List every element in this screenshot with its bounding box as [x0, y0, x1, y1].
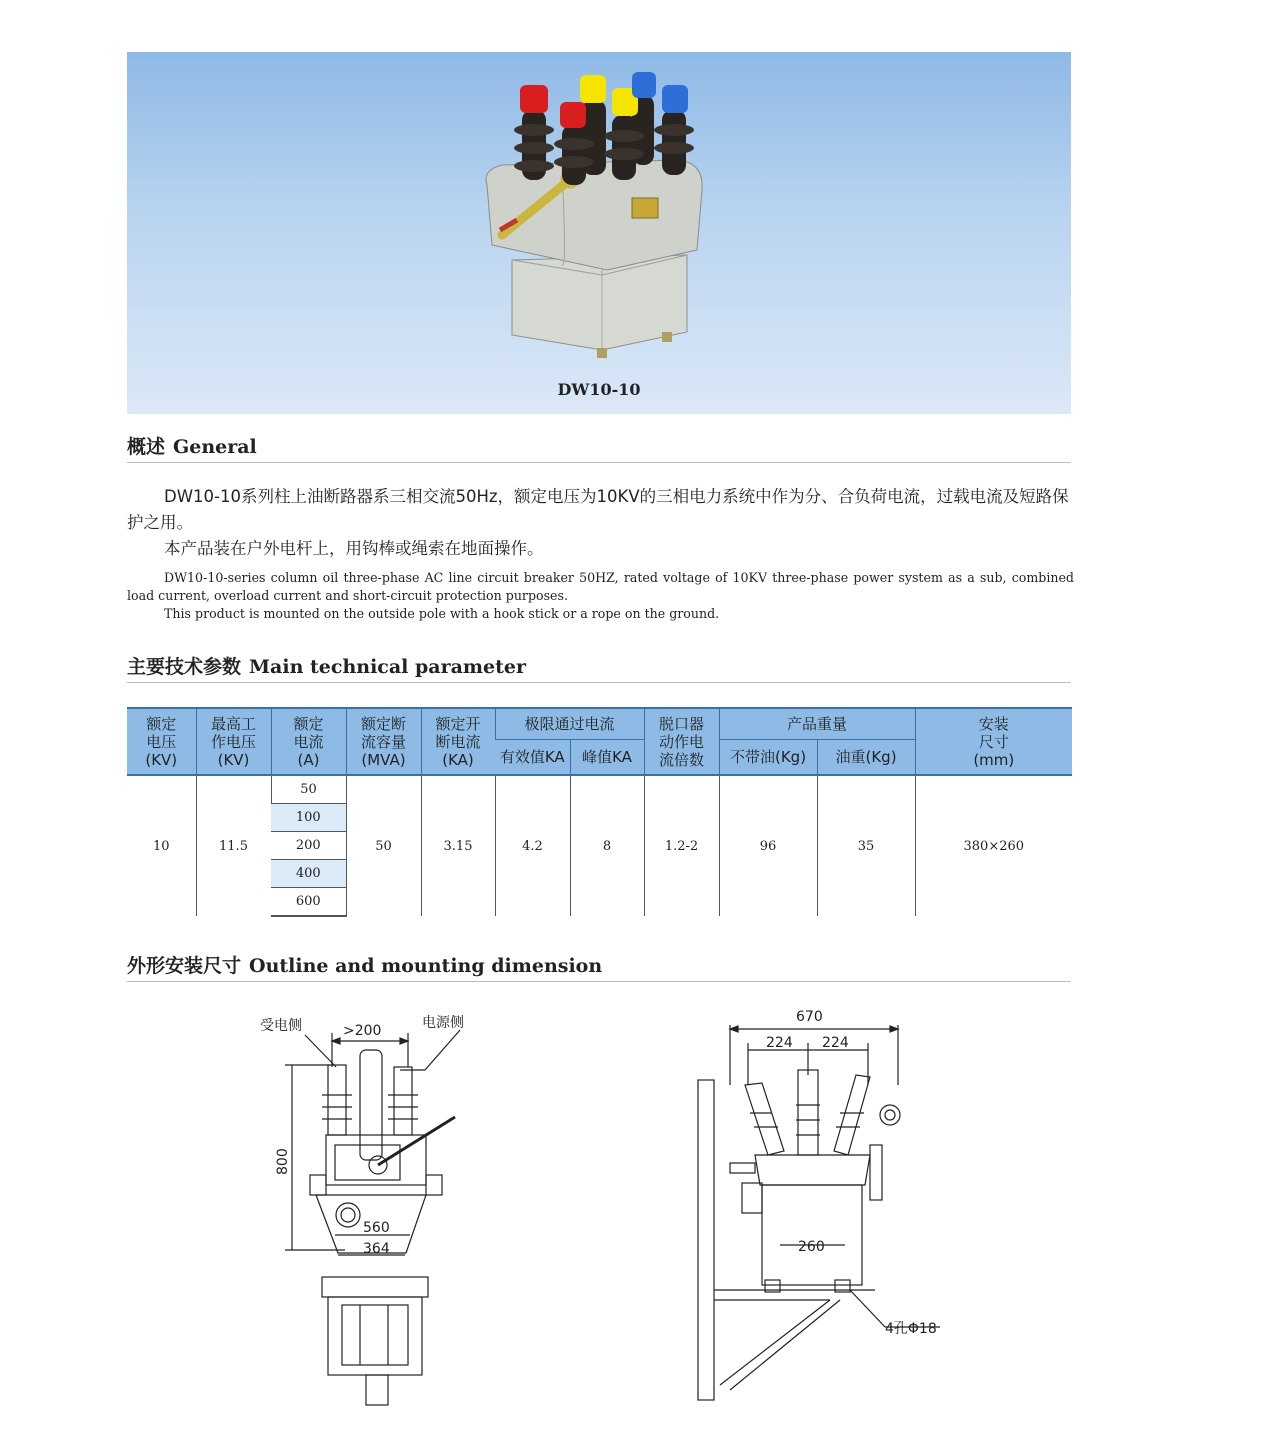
side-view-drawing	[250, 1005, 480, 1415]
section-title-en: Outline and mounting dimension	[249, 955, 603, 977]
spec-table	[127, 707, 1072, 917]
header-weight-oil: 油重(Kg)	[817, 739, 915, 775]
general-en-para-2: This product is mounted on the outside pole with a hook stick or a rope on the ground.	[164, 606, 720, 621]
header-breaking-capacity: 额定断 流容量 (MVA)	[346, 708, 421, 775]
cell-breaking-capacity: 50	[346, 775, 421, 916]
header-mount: 安装 尺寸 (mm)	[915, 708, 1072, 775]
cell-limit-peak: 8	[570, 775, 644, 916]
general-en-para-1: DW10-10-series column oil three-phase AC line circuit breaker 50HZ, rated voltage of 10KV three-phase power system as a sub, combined load current, overload current and short-circuit protection purposes.	[127, 570, 1074, 603]
section-outline	[127, 951, 1071, 982]
cell-trip: 1.2-2	[644, 775, 719, 916]
header-weight: 产品重量	[719, 708, 915, 739]
section-title-zh: 外形安装尺寸	[127, 955, 242, 977]
dim-right-span: 224	[822, 1035, 849, 1051]
cell-limit-rms: 4.2	[495, 775, 570, 916]
header-weight-no-oil: 不带油(Kg)	[719, 739, 817, 775]
front-view-drawing	[690, 1005, 960, 1405]
header-rated-current: 额定 电流 (A)	[271, 708, 346, 775]
cell-weight-no-oil: 96	[719, 775, 817, 916]
general-zh-para-1: DW10-10系列柱上油断路器系三相交流50Hz，额定电压为10KV的三相电力系统中作为分、合负荷电流，过载电流及短路保护之用。	[127, 487, 1069, 532]
dim-height: 800	[275, 1148, 291, 1175]
section-title-zh: 主要技术参数	[127, 656, 242, 678]
cell-current: 50	[271, 775, 346, 804]
section-general	[127, 432, 1071, 463]
section-title-en: General	[173, 436, 257, 458]
cell-weight-oil: 35	[817, 775, 915, 916]
cell-breaking-current: 3.15	[421, 775, 495, 916]
cell-current: 100	[271, 804, 346, 832]
model-label: DW10-10	[557, 380, 641, 399]
header-limit-rms: 有效值KA	[495, 739, 570, 775]
label-load-side: 受电侧	[260, 1018, 302, 1034]
general-zh-para-2: 本产品装在户外电杆上，用钩棒或绳索在地面操作。	[164, 539, 544, 558]
header-trip: 脱口器 动作电 流倍数	[644, 708, 719, 775]
dim-left-span: 224	[766, 1035, 793, 1051]
cell-current: 600	[271, 888, 346, 917]
cell-current: 200	[271, 832, 346, 860]
dim-base: 260	[798, 1239, 825, 1255]
product-photo	[472, 70, 732, 370]
header-breaking-current: 额定开 断电流 (KA)	[421, 708, 495, 775]
header-rated-voltage: 额定 电压 (KV)	[127, 708, 196, 775]
cell-rated-voltage: 10	[152, 838, 170, 854]
header-max-voltage: 最高工 作电压 (KV)	[196, 708, 271, 775]
dim-total: 670	[796, 1009, 823, 1025]
section-title-en: Main technical parameter	[249, 656, 526, 678]
dim-width: 560	[363, 1220, 390, 1236]
dim-gap: >200	[343, 1023, 382, 1039]
dim-inner: 364	[363, 1241, 390, 1257]
section-params	[127, 652, 1071, 683]
product-hero	[127, 52, 1071, 414]
label-source-side: 电源侧	[422, 1015, 464, 1031]
header-limit-peak: 峰值KA	[570, 739, 644, 775]
header-limit-current: 极限通过电流	[495, 708, 644, 739]
cell-mount: 380×260	[915, 775, 1072, 916]
section-title-zh: 概述	[127, 436, 166, 458]
cell-current: 400	[271, 860, 346, 888]
cell-max-voltage: 11.5	[196, 775, 271, 916]
dim-holes: 4孔Φ18	[885, 1321, 937, 1337]
